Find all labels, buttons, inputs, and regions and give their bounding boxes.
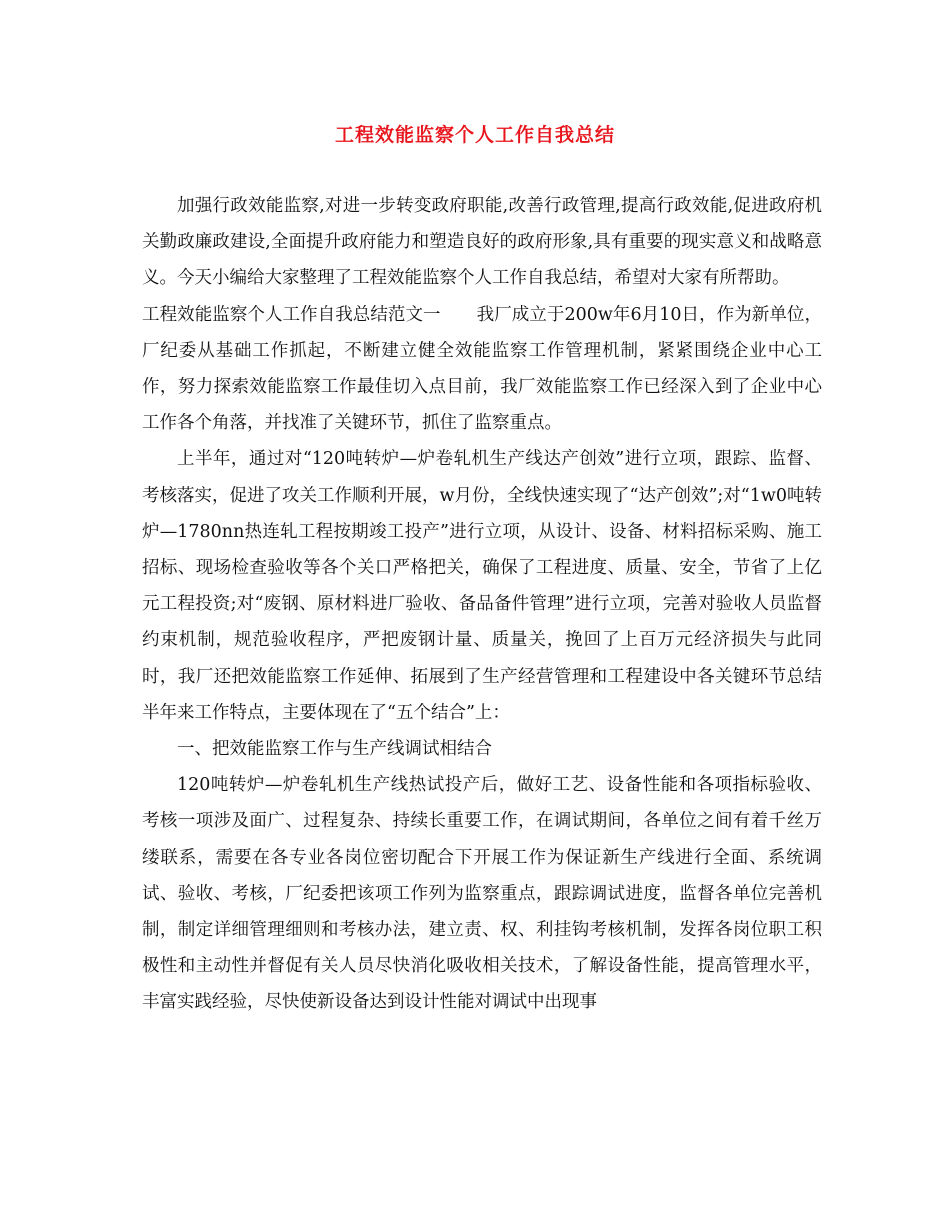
document-body	[142, 188, 822, 1021]
intro-paragraph: 加强行政效能监察,对进一步转变政府职能,改善行政管理,提高行政效能,促进政府机关勤政廉政建设,全面提升政府能力和塑造良好的政府形象,具有重要的现实意义和战略意义。今天小编给大家整理了工程效能监察个人工作自我总结，希望对大家有所帮助。	[142, 196, 822, 289]
example-paragraph-text: 我厂成立于200w年6月10日，作为新单位，厂纪委从基础工作抓起，不断建立健全效能监察工作管理机制，紧紧围绕企业中心工作，努力探索效能监察工作最佳切入点目前，我厂效能监察工作已经深入到了企业中心工作各个角落，并找准了关键环节，抓住了监察重点。	[142, 304, 822, 434]
debugging-paragraph: 120吨转炉—炉卷轧机生产线热试投产后，做好工艺、设备性能和各项指标验收、考核一项涉及面广、过程复杂、持续长重要工作，在调试期间，各单位之间有着千丝万缕联系，需要在各专业各岗位密切配合下开展工作为保证新生产线进行全面、系统调试、验收、考核，厂纪委把该项工作列为监察重点，跟踪调试进度，监督各单位完善机制，制定详细管理细则和考核办法，建立责、权、利挂钩考核机制，发挥各岗位职工积极性和主动性并督促有关人员尽快消化吸收相关技术，了解设备性能，提高管理水平，丰富实践经验，尽快使新设备达到设计性能对调试中出现事	[142, 775, 822, 1013]
first-half-paragraph: 上半年，通过对“120吨转炉—炉卷轧机生产线达产创效”进行立项，跟踪、监督、考核落实，促进了攻关工作顺利开展，w月份，全线快速实现了“达产创效”;对“1w0吨转炉—1780nn热连轧工程按期竣工投产”进行立项，从设计、设备、材料招标采购、施工招标、现场检查验收等各个关口严格把关，确保了工程进度、质量、安全，节省了上亿元工程投资;对“废钢、原材料进厂验收、备品备件管理”进行立项，完善对验收人员监督约束机制，规范验收程序，严把废钢计量、质量关，挽回了上百万元经济损失与此同时，我厂还把效能监察工作延伸、拓展到了生产经营管理和工程建设中各关键环节总结半年来工作特点，主要体现在了“五个结合”上：	[142, 449, 822, 723]
section-heading-one: 一、把效能监察工作与生产线调试相结合	[177, 739, 492, 760]
document-title: 工程效能监察个人工作自我总结	[334, 124, 615, 146]
example-paragraph	[142, 297, 822, 442]
example-heading: 工程效能监察个人工作自我总结范文一	[142, 304, 441, 325]
